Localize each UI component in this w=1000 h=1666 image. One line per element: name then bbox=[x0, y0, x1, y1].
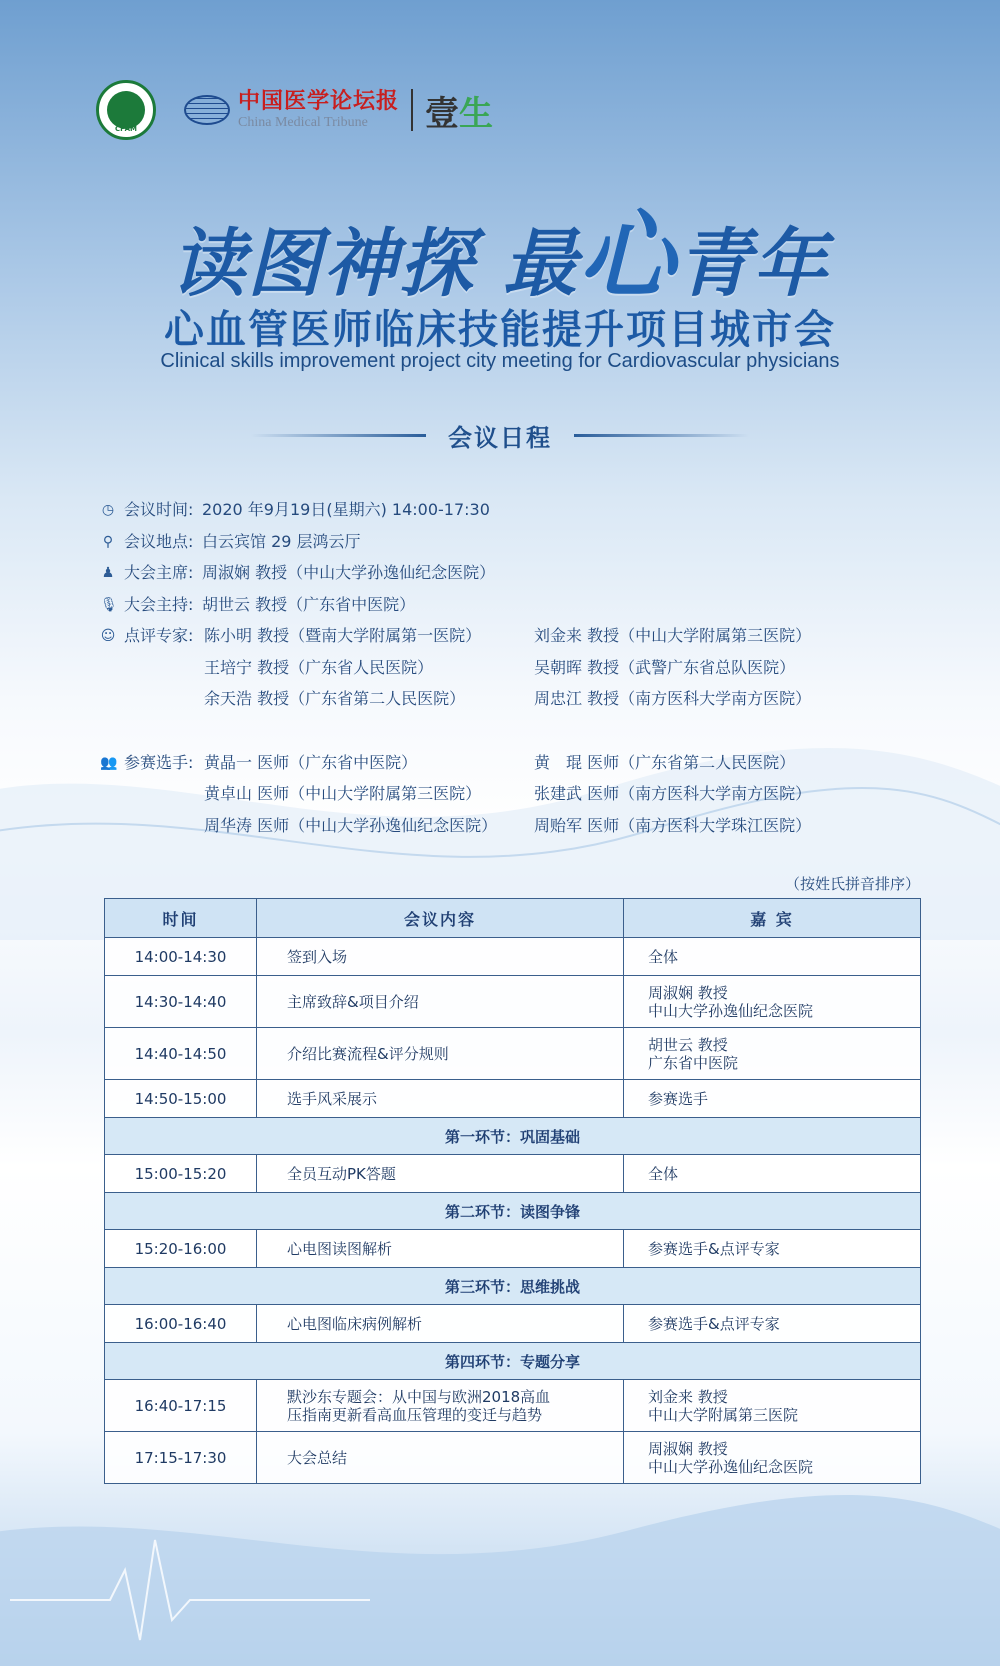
table-row: 14:40-14:50 介绍比赛流程&评分规则 胡世云 教授 广东省中医院 bbox=[105, 1028, 921, 1080]
section-row: 第二环节：读图争锋 bbox=[105, 1193, 921, 1230]
cpam-logo: CPAM bbox=[96, 80, 156, 140]
meeting-info bbox=[100, 494, 920, 841]
agenda-heading: 会议日程 bbox=[0, 418, 1000, 453]
header-guest: 嘉 宾 bbox=[624, 899, 921, 938]
cmt-logo: 中国医学论坛报 China Medical Tribune bbox=[238, 88, 400, 130]
yisheng-logo: 壹生 bbox=[425, 93, 494, 134]
clock-icon: ◷ bbox=[101, 502, 115, 518]
table-row: 15:00-15:20 全员互动PK答题 全体 bbox=[105, 1155, 921, 1193]
info-players-row: 👥 参赛选手: 黄晶一 医师（广东省中医院） 黄 琨 医师（广东省第二人民医院） bbox=[100, 752, 796, 772]
heading-line-right bbox=[574, 434, 749, 437]
table-row: 15:20-16:00 心电图读图解析 参赛选手&点评专家 bbox=[105, 1230, 921, 1268]
heading-line-left bbox=[251, 434, 426, 437]
header-content: 会议内容 bbox=[257, 899, 624, 938]
microphone-icon: 🎙 bbox=[100, 596, 118, 613]
section-row: 第三环节：思维挑战 bbox=[105, 1268, 921, 1305]
info-host: 🎙 大会主持: 胡世云 教授（广东省中医院） bbox=[100, 594, 416, 614]
sort-note: （按姓氏拼音排序） bbox=[784, 875, 920, 893]
logo-bar bbox=[96, 80, 493, 140]
wave-decoration-bottom bbox=[0, 1480, 1000, 1666]
info-experts-row: 王培宁 教授（广东省人民医院） 吴朝晖 教授（武警广东省总队医院） bbox=[204, 657, 796, 677]
info-players-row: 周华涛 医师（中山大学孙逸仙纪念医院） 周贻军 医师（南方医科大学珠江医院） bbox=[204, 815, 812, 835]
section-row: 第一环节：巩固基础 bbox=[105, 1118, 921, 1155]
subtitle-en: Clinical skills improvement project city meeting for Cardiovascular physicians bbox=[160, 350, 840, 372]
info-chair: ♟ 大会主席: 周淑娴 教授（中山大学孙逸仙纪念医院） bbox=[101, 563, 496, 582]
table-row: 17:15-17:30 大会总结 周淑娴 教授 中山大学孙逸仙纪念医院 bbox=[105, 1432, 921, 1484]
schedule-table bbox=[104, 898, 921, 1484]
header-time: 时间 bbox=[105, 899, 257, 938]
table-row: 14:00-14:30 签到入场 全体 bbox=[105, 938, 921, 976]
location-pin-icon: ⚲ bbox=[102, 533, 114, 550]
table-header-row bbox=[105, 899, 921, 938]
info-experts-row: 余天浩 教授（广东省第二人民医院） 周忠江 教授（南方医科大学南方医院） bbox=[204, 689, 812, 708]
person-tie-icon: ♟ bbox=[101, 565, 115, 581]
info-place: ⚲ 会议地点: 白云宾馆 29 层鸿云厅 bbox=[100, 526, 920, 558]
table-row: 14:30-14:40 主席致辞&项目介绍 周淑娴 教授 中山大学孙逸仙纪念医院 bbox=[105, 976, 921, 1028]
logo-divider bbox=[411, 89, 413, 131]
table-row: 16:00-16:40 心电图临床病例解析 参赛选手&点评专家 bbox=[105, 1305, 921, 1343]
subtitle-cn: 心血管医师临床技能提升项目城市会 bbox=[164, 307, 836, 353]
info-time: ◷ 会议时间: 2020 年9月19日(星期六) 14:00-17:30 bbox=[101, 500, 490, 519]
info-players-row: 黄卓山 医师（中山大学附属第三医院） 张建武 医师（南方医科大学南方医院） bbox=[204, 784, 812, 803]
globe-icon bbox=[184, 95, 230, 125]
group-icon: 👥 bbox=[100, 754, 118, 771]
main-title: 读图神探 最心青年 bbox=[171, 200, 829, 312]
reviewer-icon: ☺ bbox=[100, 628, 116, 644]
section-row: 第四环节：专题分享 bbox=[105, 1343, 921, 1380]
table-row: 14:50-15:00 选手风采展示 参赛选手 bbox=[105, 1080, 921, 1118]
info-experts-row: ☺ 点评专家: 陈小明 教授（暨南大学附属第一医院） 刘金来 教授（中山大学附属第三医院） bbox=[100, 626, 812, 645]
table-row: 16:40-17:15 默沙东专题会：从中国与欧洲2018高血 压指南更新看高血压管理的变迁与趋势 刘金来 教授 中山大学附属第三医院 bbox=[105, 1380, 921, 1432]
